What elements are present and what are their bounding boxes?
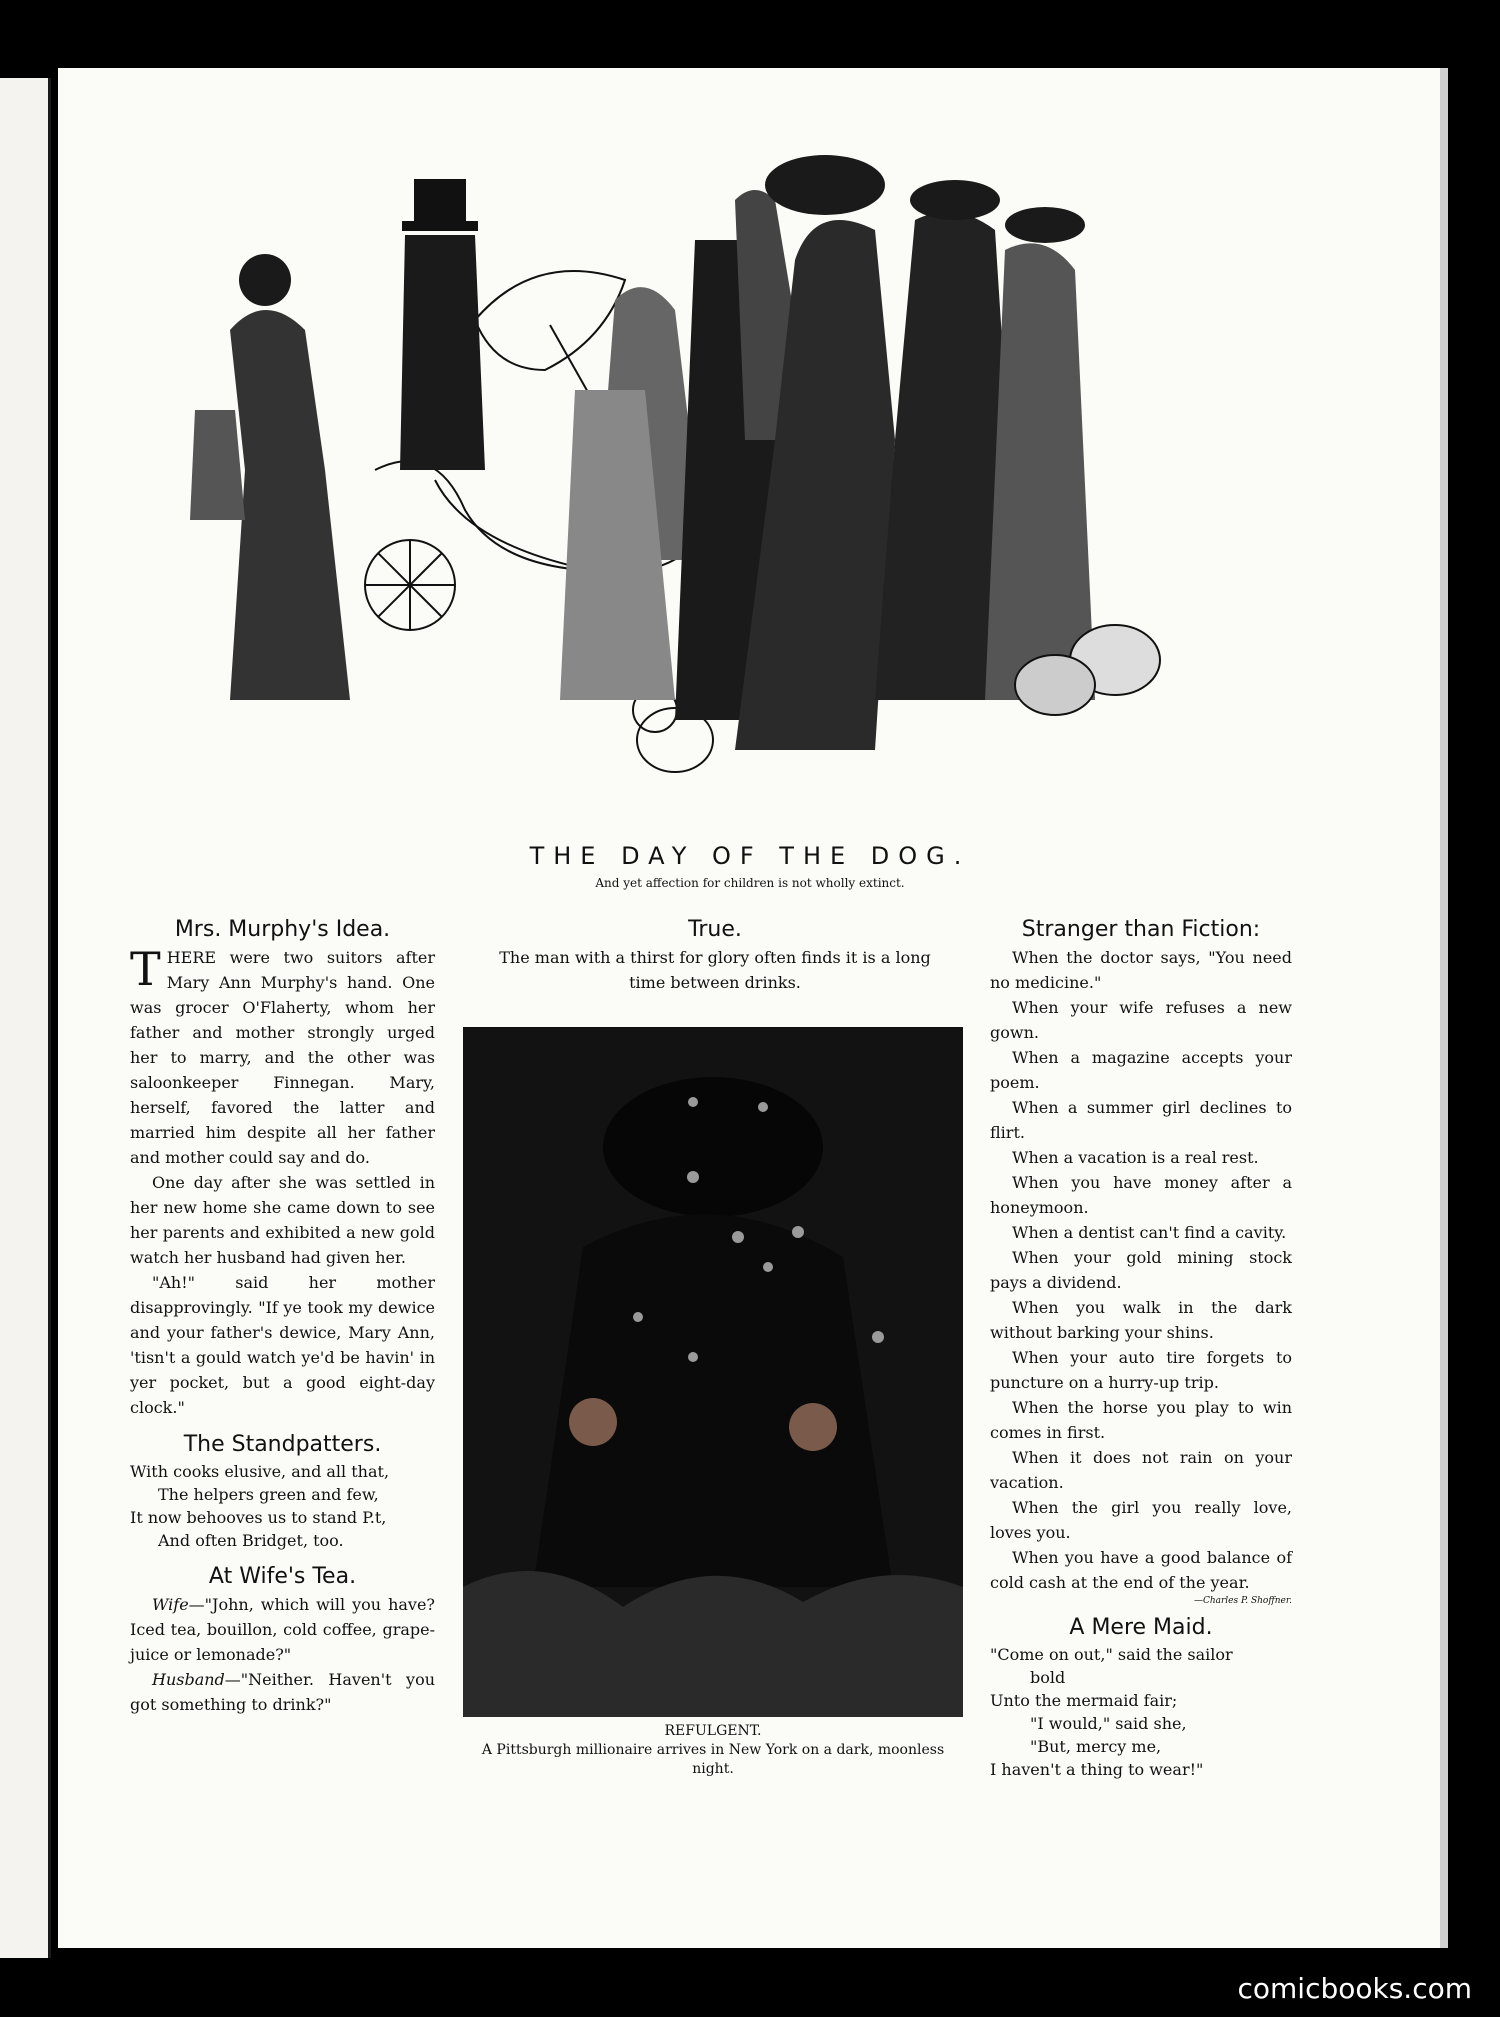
verse-line: The helpers green and few,: [158, 1485, 379, 1504]
murphy-heading: Mrs. Murphy's Idea.: [174, 917, 391, 942]
verse-line: "But, mercy me,: [1030, 1737, 1162, 1756]
adjacent-page-edge: [0, 78, 51, 1958]
verse-line: "I would," said she,: [1030, 1714, 1187, 1733]
verse-line: And often Bridget, too.: [158, 1531, 344, 1550]
stranger-item: When your auto tire forgets to puncture on a hurry-up trip.: [990, 1348, 1292, 1392]
husband-text: —"Neither. Haven't you got something to drink?": [130, 1670, 435, 1714]
verse-line: I haven't a thing to wear!": [990, 1760, 1204, 1779]
right-column: [990, 915, 1292, 1781]
stranger-item: When you have a good balance of cold cash at the end of the year.: [990, 1548, 1292, 1592]
photo-title: REFULGENT.: [664, 1723, 762, 1739]
mere-maid-heading: A Mere Maid.: [1069, 1615, 1213, 1640]
standpatters-heading: The Standpatters.: [183, 1432, 382, 1457]
illustration-title: THE DAY OF THE DOG.: [529, 842, 971, 870]
page-rim: [1440, 68, 1448, 1948]
standpatters-verse: [130, 1460, 435, 1552]
verse-line: bold: [1030, 1668, 1066, 1687]
verse-line: It now behooves us to stand P.t,: [130, 1508, 387, 1527]
refulgent-photo: [463, 1027, 963, 1717]
drop-cap: T: [130, 942, 161, 996]
day-of-the-dog-illustration: [175, 140, 1275, 830]
husband-line: [130, 1667, 435, 1717]
verse-line: Unto the mermaid fair;: [990, 1691, 1178, 1710]
murphy-paragraph-2: One day after she was settled in her new home she came down to see her parents and exhibited a new gold watch her husband had given her.: [130, 1173, 435, 1267]
site-watermark: comicbooks.com: [1237, 1972, 1472, 2005]
stranger-item: When a summer girl declines to flirt.: [990, 1098, 1292, 1142]
stranger-attribution: —Charles P. Shoffner.: [1193, 1596, 1292, 1606]
murphy-paragraph-1: [130, 942, 435, 1170]
stranger-item: When the girl you really love, loves you.: [990, 1498, 1292, 1542]
stranger-item: When it does not rain on your vacation.: [990, 1448, 1292, 1492]
verse-line: "Come on out," said the sailor: [990, 1645, 1233, 1664]
illustration-subtitle: And yet affection for children is not wholly extinct.: [595, 876, 905, 890]
stranger-item: When a magazine accepts your poem.: [990, 1048, 1292, 1092]
stranger-item: When a vacation is a real rest.: [1012, 1148, 1259, 1167]
stranger-item: When a dentist can't find a cavity.: [1012, 1223, 1287, 1242]
wife-text: —"John, which will you have? Iced tea, bouillon, cold coffee, grape-juice or lemonade?": [130, 1595, 435, 1664]
murphy-p1-text: HERE were two suitors after Mary Ann Murphy's hand. One was grocer O'Flaherty, whom her father and mother strongly urged her to marry, and the other was saloonkeeper Finnegan. Mary, herself, favored the latter and married him despite all her father and mother could say and do.: [130, 948, 435, 1167]
wife-label: Wife: [152, 1595, 189, 1614]
stranger-item: When your wife refuses a new gown.: [990, 998, 1292, 1042]
photo-caption: [463, 1722, 963, 1779]
true-text: The man with a thirst for glory often finds it is a long time between drinks.: [499, 948, 931, 992]
stranger-item: When you have money after a honeymoon.: [990, 1173, 1292, 1217]
stranger-item: When you walk in the dark without barking your shins.: [990, 1298, 1292, 1342]
mere-maid-verse: [990, 1643, 1292, 1781]
stranger-item: When the horse you play to win comes in first.: [990, 1398, 1292, 1442]
stranger-heading: Stranger than Fiction:: [1021, 917, 1261, 942]
left-column: [130, 915, 435, 1717]
murphy-paragraph-3: "Ah!" said her mother disapprovingly. "If ye took my dewice and your father's dewice, Mary Ann, 'tisn't a gould watch ye'd be havin' in yer pocket, but a good eight-day clock.": [130, 1273, 435, 1417]
stranger-item: When your gold mining stock pays a dividend.: [990, 1248, 1292, 1292]
husband-label: Husband: [152, 1670, 225, 1689]
center-column: [480, 915, 950, 995]
stranger-item: When the doctor says, "You need no medicine.": [990, 948, 1292, 992]
wifes-tea-heading: At Wife's Tea.: [208, 1564, 357, 1589]
verse-line: With cooks elusive, and all that,: [130, 1462, 390, 1481]
photo-caption-text: A Pittsburgh millionaire arrives in New York on a dark, moonless night.: [481, 1742, 945, 1777]
wife-line: [130, 1592, 435, 1667]
true-heading: True.: [688, 917, 742, 942]
